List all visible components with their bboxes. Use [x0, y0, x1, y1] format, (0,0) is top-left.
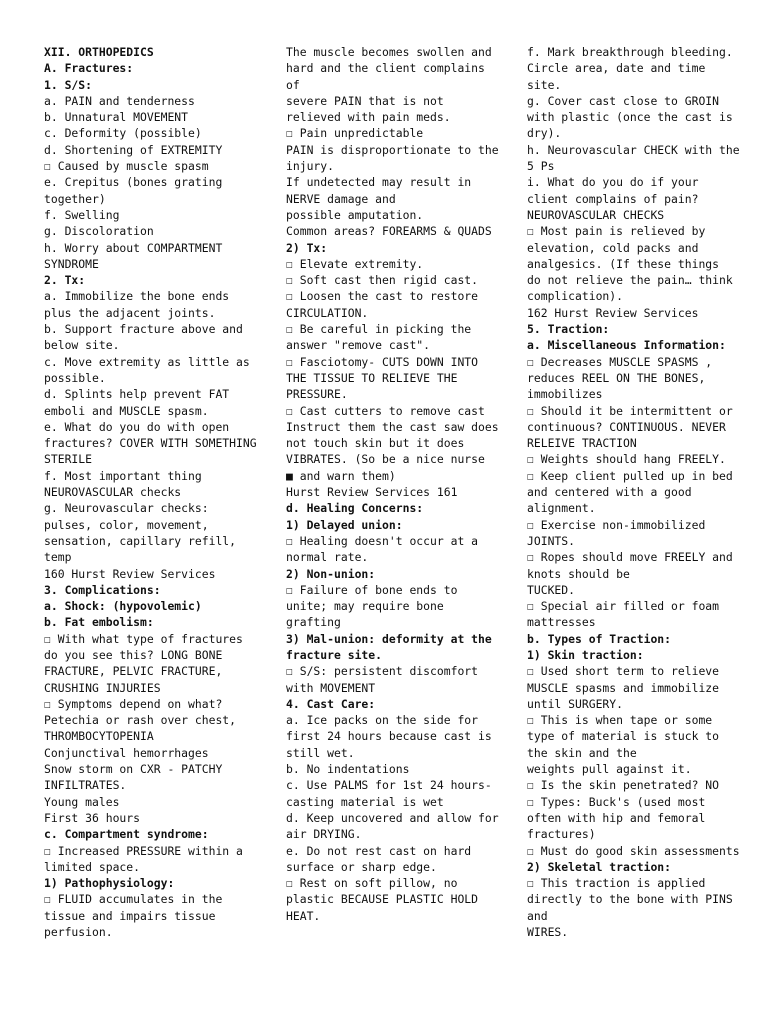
- text-line: Snow storm on CXR - PATCHY: [44, 762, 223, 777]
- text-line: ☐ Rest on soft pillow, no: [286, 876, 458, 891]
- text-line: relieved with pain meds.: [286, 110, 451, 125]
- text-line: fractures): [527, 827, 596, 842]
- text-line: Common areas? FOREARMS & QUADS: [286, 224, 492, 239]
- section-heading: 1. S/S:: [44, 77, 93, 92]
- text-line: ☐ Keep client pulled up in bed: [527, 468, 733, 483]
- section-heading: 5. Traction:: [527, 322, 610, 337]
- section-heading: d. Healing Concerns:: [286, 501, 424, 516]
- section-heading: 3) Mal-union: deformity at the: [286, 631, 492, 646]
- text-line: ☐ Healing doesn't occur at a: [286, 533, 479, 548]
- text-line: and: [527, 908, 548, 923]
- text-line: knots should be: [527, 566, 630, 581]
- text-line: elevation, cold packs and: [527, 240, 699, 255]
- text-line: first 24 hours because cast is: [286, 729, 492, 744]
- text-line: PAIN is disproportionate to the: [286, 142, 499, 157]
- text-line: of: [286, 77, 300, 92]
- text-line: ☐ This is when tape or some: [527, 713, 713, 728]
- text-line: limited space.: [44, 859, 141, 874]
- text-line: client complains of pain?: [527, 191, 699, 206]
- text-line: surface or sharp edge.: [286, 859, 437, 874]
- text-line: VIBRATES. (So be a nice nurse: [286, 452, 485, 467]
- text-line: plastic BECAUSE PLASTIC HOLD: [286, 892, 479, 907]
- text-line: a. Immobilize the bone ends: [44, 289, 230, 304]
- text-line: perfusion.: [44, 925, 113, 940]
- text-line: possible.: [44, 370, 106, 385]
- text-line: NEUROVASCULAR CHECKS: [527, 207, 665, 222]
- text-line: ☐ This traction is applied: [527, 876, 706, 891]
- text-line: Instruct them the cast saw does: [286, 419, 499, 434]
- text-line: c. Move extremity as little as: [44, 354, 250, 369]
- column-1: [44, 44, 274, 940]
- text-line: together): [44, 191, 106, 206]
- text-line: ☐ Special air filled or foam: [527, 599, 720, 614]
- text-line: with plastic (once the cast is: [527, 110, 733, 125]
- text-line: CRUSHING INJURIES: [44, 680, 161, 695]
- text-line: often with hip and femoral: [527, 810, 706, 825]
- text-line: a. PAIN and tenderness: [44, 93, 195, 108]
- text-line: ☐ With what type of fractures: [44, 631, 243, 646]
- text-line: HEAT.: [286, 908, 321, 923]
- text-line: STERILE: [44, 452, 93, 467]
- text-line: ☐ FLUID accumulates in the: [44, 892, 223, 907]
- text-line: b. Support fracture above and: [44, 322, 243, 337]
- text-line: type of material is stuck to: [527, 729, 720, 744]
- section-heading: 4. Cast Care:: [286, 696, 376, 711]
- text-line: not touch skin but it does: [286, 436, 465, 451]
- text-line: injury.: [286, 159, 335, 174]
- text-line: ☐ Should it be intermittent or: [527, 403, 733, 418]
- text-line: ☐ Pain unpredictable: [286, 126, 424, 141]
- text-line: THE TISSUE TO RELIEVE THE: [286, 370, 458, 385]
- column-3: [527, 44, 755, 940]
- section-heading: 1) Pathophysiology:: [44, 876, 175, 891]
- section-heading: A. Fractures:: [44, 61, 134, 76]
- text-line: answer "remove cast".: [286, 338, 431, 353]
- text-line: JOINTS.: [527, 533, 576, 548]
- section-heading: b. Fat embolism:: [44, 615, 154, 630]
- text-line: pulses, color, movement,: [44, 517, 209, 532]
- text-line: WIRES.: [527, 925, 569, 940]
- text-line: possible amputation.: [286, 207, 424, 222]
- text-line: air DRYING.: [286, 827, 362, 842]
- text-line: c. Use PALMS for 1st 24 hours-: [286, 778, 492, 793]
- text-line: ☐ Symptoms depend on what?: [44, 696, 223, 711]
- text-line: b. Unnatural MOVEMENT: [44, 110, 189, 125]
- text-line: the skin and the: [527, 745, 637, 760]
- text-line: ☐ Loosen the cast to restore: [286, 289, 479, 304]
- text-line: ☐ Soft cast then rigid cast.: [286, 273, 479, 288]
- text-line: ☐ Failure of bone ends to: [286, 582, 458, 597]
- text-line: SYNDROME: [44, 256, 99, 271]
- text-line: do you see this? LONG BONE: [44, 647, 223, 662]
- text-line: ☐ Weights should hang FREELY.: [527, 452, 726, 467]
- text-line: Hurst Review Services 161: [286, 485, 458, 500]
- text-line: INFILTRATES.: [44, 778, 127, 793]
- text-line: PRESSURE.: [286, 387, 348, 402]
- section-heading: b. Types of Traction:: [527, 631, 672, 646]
- text-line: below site.: [44, 338, 120, 353]
- text-line: f. Mark breakthrough bleeding.: [527, 45, 733, 59]
- text-line: ☐ Decreases MUSCLE SPASMS ,: [527, 354, 713, 369]
- text-line: RELEIVE TRACTION: [527, 436, 637, 451]
- text-line: Young males: [44, 794, 120, 809]
- text-line: emboli and MUSCLE spasm.: [44, 403, 209, 418]
- text-line: d. Shortening of EXTREMITY: [44, 142, 223, 157]
- text-line: with MOVEMENT: [286, 680, 376, 695]
- section-heading: a. Miscellaneous Information:: [527, 338, 726, 353]
- text-line: e. Do not rest cast on hard: [286, 843, 472, 858]
- text-line: First 36 hours: [44, 810, 141, 825]
- text-line: ☐ Fasciotomy- CUTS DOWN INTO: [286, 354, 479, 369]
- text-line: and centered with a good: [527, 485, 692, 500]
- section-heading: 1) Delayed union:: [286, 517, 403, 532]
- section-heading: 1) Skin traction:: [527, 647, 644, 662]
- text-line: i. What do you do if your: [527, 175, 699, 190]
- text-line: ☐ Caused by muscle spasm: [44, 159, 209, 174]
- text-line: d. Splints help prevent FAT: [44, 387, 230, 402]
- text-line: b. No indentations: [286, 762, 410, 777]
- text-line: immobilizes: [527, 387, 603, 402]
- text-line: ☐ Increased PRESSURE within a: [44, 843, 243, 858]
- text-line: ☐ Must do good skin assessments: [527, 843, 740, 858]
- text-line: hard and the client complains: [286, 61, 485, 76]
- section-heading: 3. Complications:: [44, 582, 161, 597]
- text-line: ☐ Is the skin penetrated? NO: [527, 778, 720, 793]
- text-line: reduces REEL ON THE BONES,: [527, 370, 706, 385]
- text-line: severe PAIN that is not: [286, 93, 444, 108]
- text-line: Petechia or rash over chest,: [44, 713, 237, 728]
- section-heading: 2) Tx:: [286, 240, 328, 255]
- text-line: ☐ Types: Buck's (used most: [527, 794, 706, 809]
- text-line: ☐ Most pain is relieved by: [527, 224, 706, 239]
- text-line: analgesics. (If these things: [527, 256, 720, 271]
- text-line: fractures? COVER WITH SOMETHING: [44, 436, 257, 451]
- text-line: do not relieve the pain… think: [527, 273, 733, 288]
- section-heading: 2) Non-union:: [286, 566, 376, 581]
- text-line: normal rate.: [286, 550, 369, 565]
- text-line: h. Worry about COMPARTMENT: [44, 240, 223, 255]
- text-line: ☐ Used short term to relieve: [527, 664, 720, 679]
- text-line: weights pull against it.: [527, 762, 692, 777]
- text-line: mattresses: [527, 615, 596, 630]
- text-line: until SURGERY.: [527, 696, 624, 711]
- text-line: d. Keep uncovered and allow for: [286, 810, 499, 825]
- text-line: dry).: [527, 126, 562, 141]
- section-heading: 2) Skeletal traction:: [527, 859, 672, 874]
- text-line: g. Discoloration: [44, 224, 154, 239]
- text-line: ☐ Ropes should move FREELY and: [527, 550, 733, 565]
- text-line: ☐ Be careful in picking the: [286, 322, 472, 337]
- text-line: f. Swelling: [44, 207, 120, 222]
- section-heading: a. Shock: (hypovolemic): [44, 599, 202, 614]
- text-line: plus the adjacent joints.: [44, 305, 216, 320]
- text-line: sensation, capillary refill,: [44, 533, 237, 548]
- section-heading: XII. ORTHOPEDICS: [44, 45, 154, 59]
- text-line: TUCKED.: [527, 582, 576, 597]
- text-line: 162 Hurst Review Services: [527, 305, 699, 320]
- text-line: If undetected may result in: [286, 175, 472, 190]
- text-line: casting material is wet: [286, 794, 444, 809]
- text-line: MUSCLE spasms and immobilize: [527, 680, 720, 695]
- section-heading: 2. Tx:: [44, 273, 86, 288]
- column-2: [286, 44, 516, 924]
- text-line: a. Ice packs on the side for: [286, 713, 479, 728]
- text-line: complication).: [527, 289, 624, 304]
- text-line: Conjunctival hemorrhages: [44, 745, 209, 760]
- text-line: NEUROVASCULAR checks: [44, 485, 182, 500]
- text-line: grafting: [286, 615, 341, 630]
- text-line: NERVE damage and: [286, 191, 396, 206]
- text-line: Circle area, date and time: [527, 61, 706, 76]
- text-line: g. Neurovascular checks:: [44, 501, 209, 516]
- section-heading: c. Compartment syndrome:: [44, 827, 209, 842]
- text-line: e. Crepitus (bones grating: [44, 175, 223, 190]
- text-line: THROMBOCYTOPENIA: [44, 729, 154, 744]
- text-line: c. Deformity (possible): [44, 126, 202, 141]
- text-line: temp: [44, 550, 72, 565]
- text-line: g. Cover cast close to GROIN: [527, 93, 720, 108]
- text-line: ■ and warn them): [286, 468, 396, 483]
- text-line: 160 Hurst Review Services: [44, 566, 216, 581]
- text-line: ☐ S/S: persistent discomfort: [286, 664, 479, 679]
- section-heading: fracture site.: [286, 647, 383, 662]
- text-line: ☐ Exercise non-immobilized: [527, 517, 706, 532]
- text-line: still wet.: [286, 745, 355, 760]
- text-line: alignment.: [527, 501, 596, 516]
- text-line: h. Neurovascular CHECK with the: [527, 142, 740, 157]
- text-line: unite; may require bone: [286, 599, 444, 614]
- text-line: directly to the bone with PINS: [527, 892, 733, 907]
- text-line: continuous? CONTINUOUS. NEVER: [527, 419, 726, 434]
- text-line: CIRCULATION.: [286, 305, 369, 320]
- text-line: The muscle becomes swollen and: [286, 45, 492, 59]
- text-line: FRACTURE, PELVIC FRACTURE,: [44, 664, 223, 679]
- text-line: site.: [527, 77, 562, 92]
- text-line: 5 Ps: [527, 159, 555, 174]
- text-line: f. Most important thing: [44, 468, 202, 483]
- text-line: ☐ Elevate extremity.: [286, 256, 424, 271]
- text-line: tissue and impairs tissue: [44, 908, 216, 923]
- text-line: ☐ Cast cutters to remove cast: [286, 403, 485, 418]
- text-line: e. What do you do with open: [44, 419, 230, 434]
